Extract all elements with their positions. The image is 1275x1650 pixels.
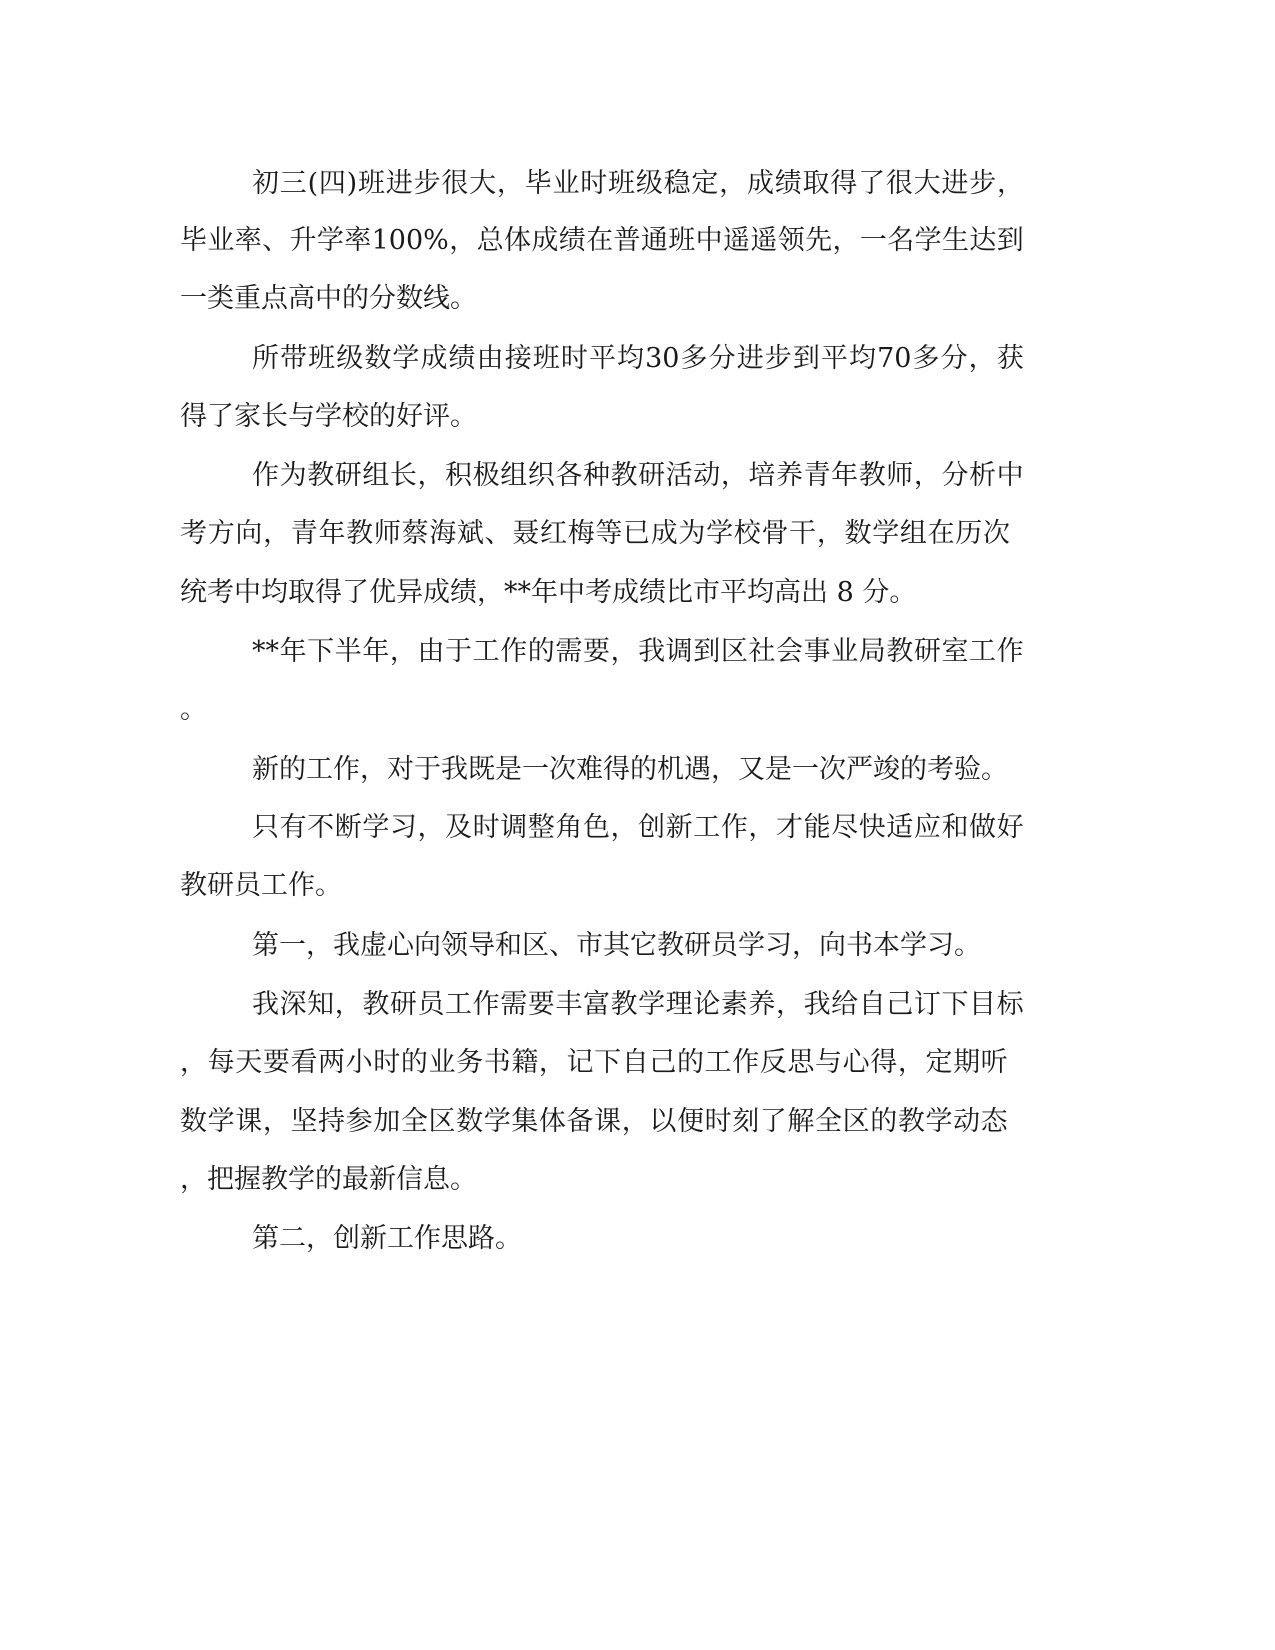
text-line: 只 有 不 断 学 习 ， 及 时 调 整 角 色 ， 创 新 工 作 ， 才 能 尽 快 适 应 和 做 好: [252, 812, 1024, 843]
text-line: 数 学 课 ， 坚 持 参 加 全 区 数 学 集 体 备 课 ， 以 便 时 刻 了 解 全 区 的 教 学 动 态: [180, 1106, 1008, 1137]
text-line: 我 深 知 ， 教 研 员 工 作 需 要 丰 富 教 学 理 论 素 养 ， 我 给 自 己 订 下 目 标: [252, 989, 1024, 1020]
text-line: 毕 业 率 、 升 学 率 100% ， 总 体 成 绩 在 普 通 班 中 遥 遥 领 先 ， 一 名 学 生 达 到: [180, 225, 1024, 256]
text-line: 教研员工作。: [180, 870, 342, 901]
text-line: 。: [180, 694, 207, 725]
text-line: 作 为 教 研 组 长 ， 积 极 组 织 各 种 教 研 活 动 ， 培 养 青 年 教 师 ， 分 析 中: [252, 460, 1024, 491]
text-line: 得了家长与学校的好评。: [180, 401, 477, 432]
text-line: 一类重点高中的分数线。: [180, 283, 477, 314]
text-line: ，把握教学的最新信息。: [180, 1164, 477, 1195]
text-line: 统考中均取得了优异成绩，**年中考成绩比市平均高出 8 分。: [180, 577, 917, 608]
text-line: 第二，创新工作思路。: [252, 1223, 522, 1254]
text-line: 考 方 向 ， 青 年 教 师 蔡 海 斌 、 聂 红 梅 等 已 成 为 学 校 骨 干 ， 数 学 组 在 历 次: [180, 518, 1010, 549]
text-line: 初 三 ( 四 ) 班 进 步 很 大 ， 毕 业 时 班 级 稳 定 ， 成 绩 取 得 了 很 大 进 步 ，: [252, 168, 1024, 199]
text-line: ， 每 天 要 看 两 小 时 的 业 务 书 籍 ， 记 下 自 己 的 工 作 反 思 与 心 得 ， 定 期 听: [180, 1047, 1008, 1078]
text-line: 第一，我虚心向领导和区、市其它教研员学习，向书本学习。: [252, 930, 981, 961]
text-line: 新的工作，对于我既是一次难得的机遇，又是一次严竣的考验。: [252, 754, 1008, 785]
text-line: 所 带 班 级 数 学 成 绩 由 接 班 时 平 均 30 多 分 进 步 到 平 均 70 多 分 ， 获: [252, 343, 1024, 374]
text-line: ** 年 下 半 年 ， 由 于 工 作 的 需 要 ， 我 调 到 区 社 会 事 业 局 教 研 室 工 作: [252, 636, 1024, 667]
